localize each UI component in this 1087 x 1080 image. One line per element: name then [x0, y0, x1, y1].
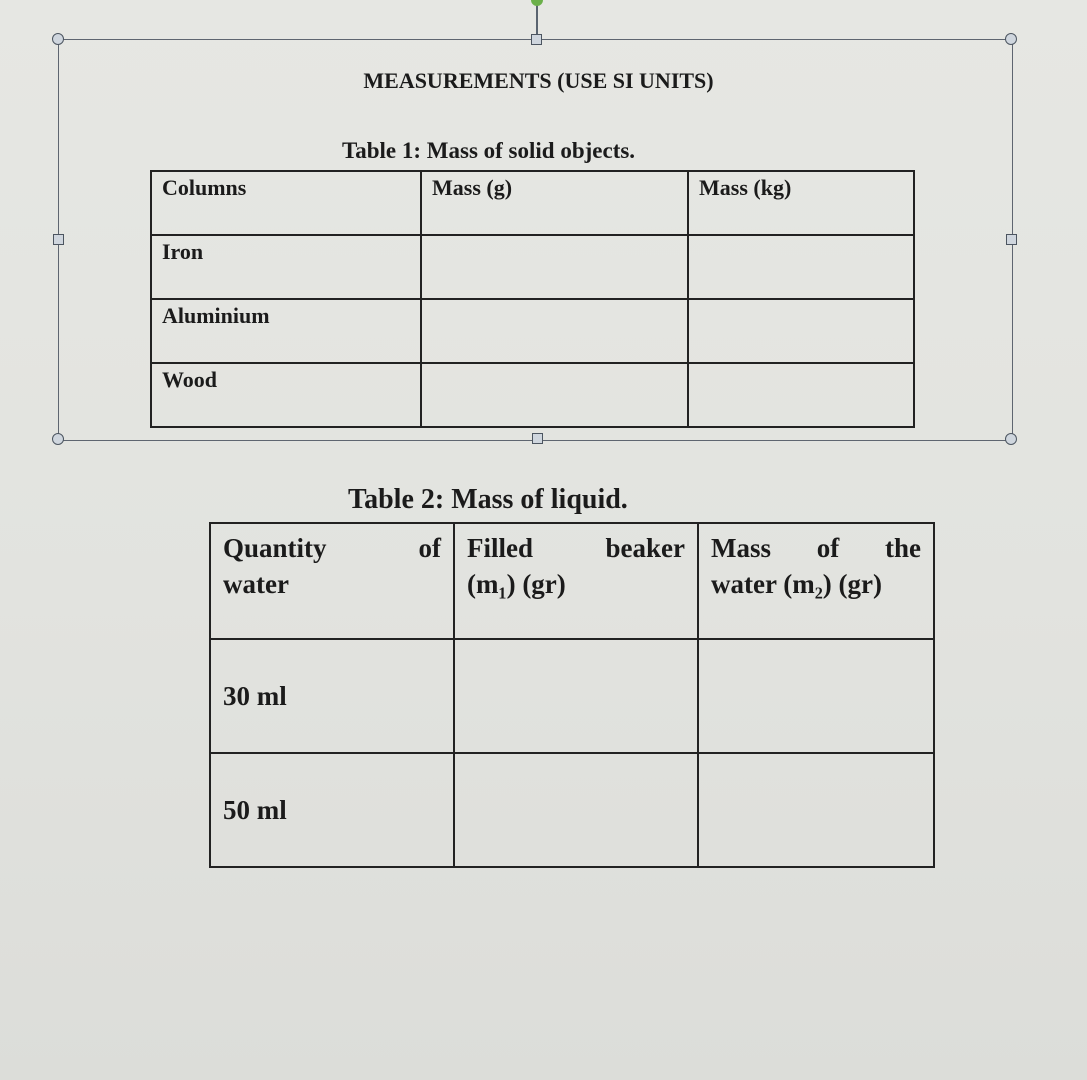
- table-cell: 50 ml: [210, 753, 454, 867]
- table-header-cell: [210, 523, 454, 639]
- header-line: Quantity of: [223, 533, 441, 563]
- table-header-cell: [454, 523, 698, 639]
- resize-handle-top-right[interactable]: [1005, 33, 1017, 45]
- table-row: [210, 753, 934, 867]
- table-row: [151, 299, 914, 363]
- table-row: [151, 363, 914, 427]
- table-header-row: [210, 523, 934, 639]
- table-cell[interactable]: [421, 363, 688, 427]
- table-row: [210, 639, 934, 753]
- page-title: MEASUREMENTS (USE SI UNITS): [363, 68, 714, 93]
- table-liquid-mass: [209, 522, 935, 868]
- resize-handle-left[interactable]: [53, 234, 64, 245]
- resize-handle-bottom[interactable]: [532, 433, 543, 444]
- table-cell: 30 ml: [210, 639, 454, 753]
- table-cell[interactable]: [421, 235, 688, 299]
- table-cell[interactable]: [698, 753, 934, 867]
- table-header-cell: [698, 523, 934, 639]
- table-header-cell: Mass (g): [421, 171, 688, 235]
- resize-handle-top-left[interactable]: [52, 33, 64, 45]
- header-line: Mass of the: [711, 533, 921, 563]
- resize-handle-bottom-right[interactable]: [1005, 433, 1017, 445]
- rotation-handle[interactable]: [531, 0, 543, 6]
- table1-caption: Table 1: Mass of solid objects.: [342, 138, 636, 163]
- table2-caption: Table 2: Mass of liquid.: [348, 484, 628, 515]
- table-cell: Iron: [151, 235, 421, 299]
- header-line: Filled beaker: [467, 533, 685, 563]
- table-header-cell: Mass (kg): [688, 171, 914, 235]
- table-cell[interactable]: [454, 639, 698, 753]
- table-cell: Aluminium: [151, 299, 421, 363]
- table-cell[interactable]: [688, 235, 914, 299]
- resize-handle-top[interactable]: [531, 34, 542, 45]
- table-cell[interactable]: [421, 299, 688, 363]
- table-cell[interactable]: [698, 639, 934, 753]
- table-cell[interactable]: [688, 299, 914, 363]
- table-header-row: [151, 171, 914, 235]
- table-header-cell: Columns: [151, 171, 421, 235]
- table-cell[interactable]: [688, 363, 914, 427]
- resize-handle-bottom-left[interactable]: [52, 433, 64, 445]
- header-line: water (m₂) (gr): [711, 569, 883, 599]
- table-cell: Wood: [151, 363, 421, 427]
- header-line: water: [223, 569, 289, 599]
- table-cell[interactable]: [454, 753, 698, 867]
- header-line: (m₁) (gr): [467, 569, 566, 599]
- table-row: [151, 235, 914, 299]
- resize-handle-right[interactable]: [1006, 234, 1017, 245]
- table-solid-objects: [150, 170, 915, 428]
